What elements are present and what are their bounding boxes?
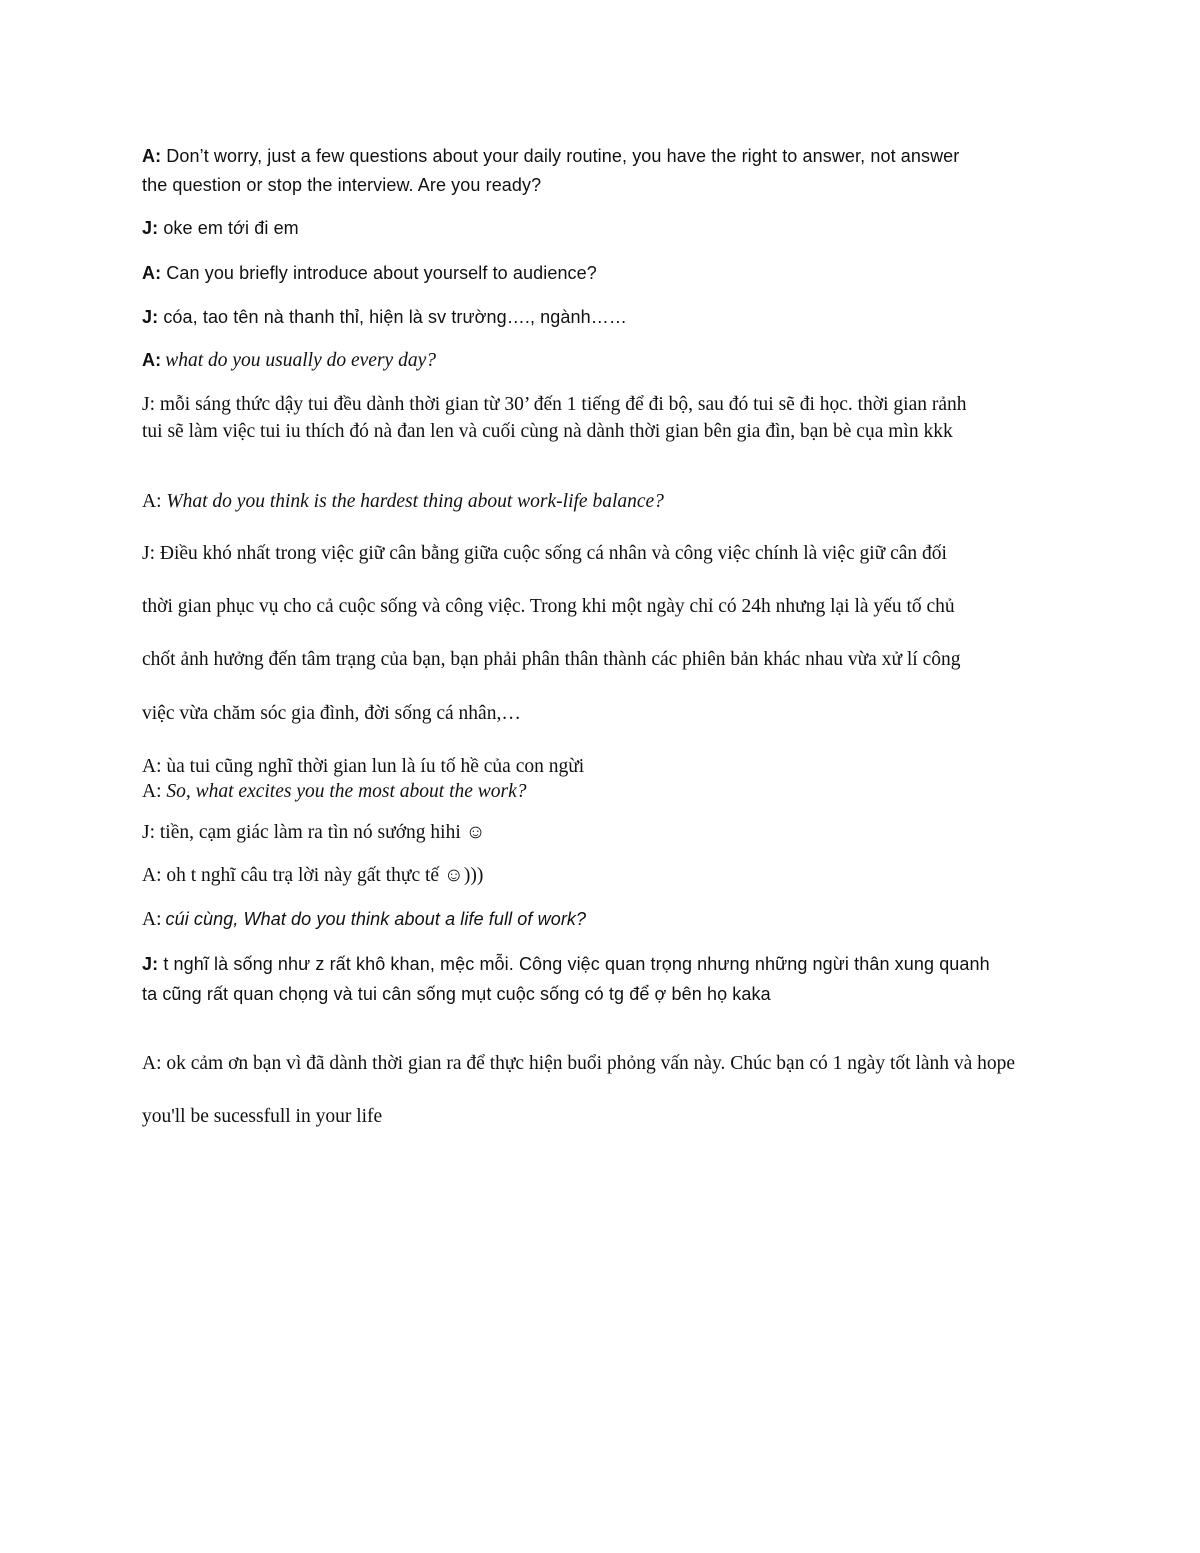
speaker-a: A:: [142, 491, 162, 512]
line-text: So, what excites you the most about the work?: [166, 781, 527, 802]
line-text: J: mỗi sáng thức dậy tui đều dành thời gian từ 30’ đến 1 tiếng để đi bộ, sau đó tui sẽ đi học. thời gian rảnh: [142, 394, 967, 415]
speaker-j: J:: [142, 954, 159, 974]
line-text: t nghĩ là sống như z rất khô khan, mệc mỗi. Công việc quan trọng nhưng những ngừi thân xung quanh: [158, 954, 990, 974]
line-j-reply-3b: [142, 422, 1072, 442]
line-j-reply-4b: [142, 597, 1072, 617]
line-text: Don’t worry, just a few questions about your daily routine, you have the right to answer, not answer: [161, 146, 960, 166]
line-text: cúi cùng, What do you think about a life full of work?: [165, 909, 587, 929]
line-text: chốt ảnh hưởng đến tâm trạng của bạn, bạn phải phân thân thành các phiên bản khác nhau vừa xử lí công: [142, 649, 961, 670]
line-a-comment-1: [142, 757, 1072, 777]
line-a-closing-1: [142, 1054, 1072, 1074]
line-text: What do you think is the hardest thing about work-life balance?: [166, 491, 664, 512]
line-a-question-1: [142, 264, 1072, 282]
line-j-reply-4d: [142, 704, 1072, 724]
speaker-a: A:: [142, 263, 162, 283]
line-j-reply-6b: [142, 985, 1072, 1003]
line-a-closing-2: [142, 1107, 1072, 1127]
line-j-reply-4a: [142, 544, 1072, 564]
line-text: what do you usually do every day?: [165, 350, 436, 371]
line-text: you'll be sucessfull in your life: [142, 1106, 383, 1127]
line-text: A: ùa tui cũng nghĩ thời gian lun là íu tố hề của con ngừi: [142, 756, 585, 777]
line-a-intro-2: [142, 176, 1072, 194]
line-a-comment-2: [142, 866, 1072, 886]
speaker-a: A:: [142, 781, 162, 802]
line-text: A: ok cảm ơn bạn vì đã dành thời gian ra để thực hiện buổi phỏng vấn này. Chúc bạn có 1 ngày tốt lành và hope: [142, 1053, 1016, 1074]
line-a-question-5: [142, 910, 1072, 930]
line-j-reply-4c: [142, 650, 1072, 670]
line-j-reply-1: [142, 219, 1072, 237]
line-a-question-2: [142, 351, 1072, 371]
line-text: cóa, tao tên nà thanh thỉ, hiện là sv trường…., ngành……: [158, 307, 627, 327]
line-text: oke em tới đi em: [158, 218, 299, 238]
line-text: J: tiền, cạm giác làm ra tìn nó sướng hihi ☺: [142, 822, 486, 843]
line-text: J: Điều khó nhất trong việc giữ cân bằng giữa cuộc sống cá nhân và công việc chính là việc giữ cân đối: [142, 543, 947, 564]
speaker-a: A:: [142, 146, 162, 166]
line-j-reply-5: [142, 823, 1072, 843]
line-a-question-4: [142, 782, 1072, 802]
line-text: việc vừa chăm sóc gia đình, đời sống cá nhân,…: [142, 703, 521, 724]
line-text: ta cũng rất quan chọng và tui cân sống mụt cuộc sống có tg để ợ bên họ kaka: [142, 984, 771, 1004]
speaker-a: A:: [142, 909, 162, 930]
line-text: thời gian phục vụ cho cả cuộc sống và công việc. Trong khi một ngày chỉ có 24h nhưng lại là yếu tố chủ: [142, 596, 955, 617]
line-a-intro-1: [142, 147, 1072, 165]
speaker-a: A:: [142, 350, 162, 370]
line-text: the question or stop the interview. Are you ready?: [142, 175, 542, 195]
speaker-j: J:: [142, 218, 159, 238]
line-j-reply-6a: [142, 955, 1072, 973]
speaker-j: J:: [142, 307, 159, 327]
line-j-reply-2: [142, 308, 1072, 326]
line-j-reply-3a: [142, 395, 1072, 415]
line-text: tui sẽ làm việc tui iu thích đó nà đan len và cuối cùng nà dành thời gian bên gia đìn, bạn bè cụa mìn kkk: [142, 421, 953, 442]
line-text: A: oh t nghĩ câu trạ lời này gất thực tế ☺))): [142, 865, 484, 886]
line-a-question-3: [142, 492, 1072, 512]
line-text: Can you briefly introduce about yourself to audience?: [161, 263, 597, 283]
